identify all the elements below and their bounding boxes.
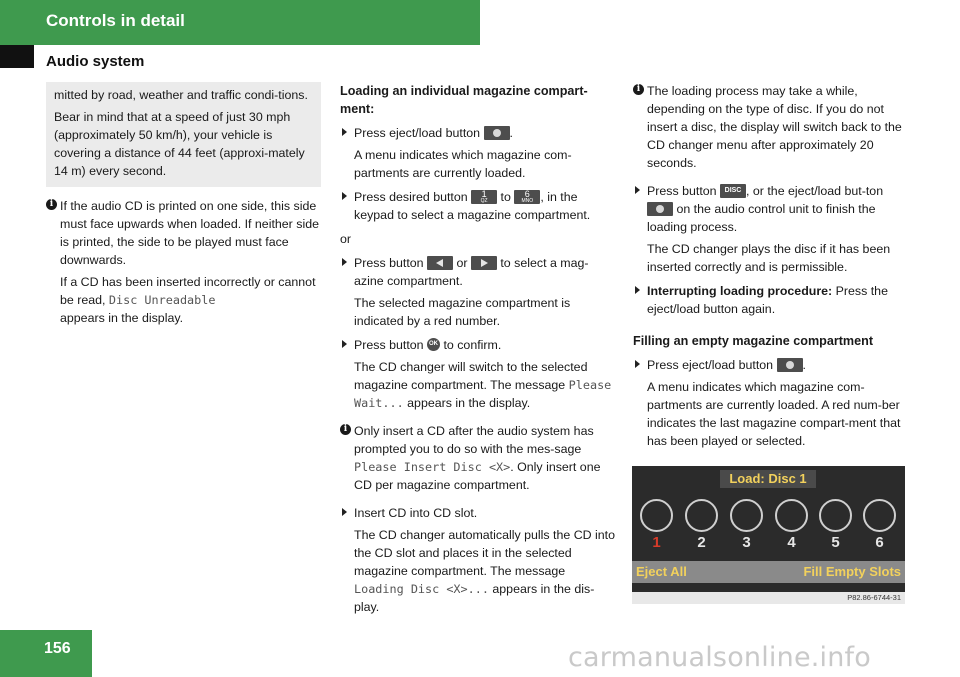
step-arrow-icon: [635, 186, 640, 194]
step-item: Press desired button 1 QZ to 6 MNO , in the keypad to select a magazine compartment.: [340, 188, 615, 224]
slot-number: 4: [787, 534, 796, 551]
eject-button-icon: [777, 358, 803, 372]
or-text: or: [340, 232, 352, 246]
step-item: Press eject/load button . A menu indicates which magazine com-partments are currently loaded.: [340, 124, 615, 182]
info-icon: i: [46, 199, 57, 210]
note-paragraph: If the audio CD is printed on one side, this side must face upwards when loaded. If neither side is printed, the side to be played must face downwards.: [60, 199, 319, 267]
step-arrow-icon: [342, 128, 347, 136]
right-arrow-button-icon: [471, 256, 497, 270]
magazine-slot: [685, 499, 718, 532]
slot-number-active: 1: [652, 534, 661, 551]
step-detail: A menu indicates which magazine com-partments are currently loaded.: [354, 148, 572, 180]
box-paragraph-2: Bear in mind that at a speed of just 30 mph (approximately 50 km/h), your vehicle is covering a distance of 44 feet (approxi-mately 14 m) every second.: [54, 110, 305, 178]
step-detail: The CD changer plays the disc if it has been inserted correctly and is permissible.: [647, 242, 891, 274]
step-arrow-icon: [342, 192, 347, 200]
figure-code: P82.86-6744-31: [847, 593, 901, 602]
cd-changer-display-image: [632, 466, 905, 604]
step-item: Insert CD into CD slot. The CD changer automatically pulls the CD into the CD slot and places it in the selected magazine compartment. The message Loading Disc <X>... appears in the dis-play.: [340, 504, 615, 616]
step-arrow-icon: [342, 258, 347, 266]
magazine-slot: [819, 499, 852, 532]
step-arrow-icon: [342, 508, 347, 516]
subsection-title: Audio system: [46, 53, 145, 70]
fill-empty-slots-softkey: Fill Empty Slots: [803, 564, 901, 579]
watermark: carmanualsonline.info: [568, 642, 871, 673]
slot-number: 3: [742, 534, 751, 551]
keypad-1-icon: 1 QZ: [471, 190, 497, 204]
magazine-slot: [730, 499, 763, 532]
page-number: 156: [44, 640, 71, 657]
magazine-slot: [640, 499, 673, 532]
keypad-6-icon: 6 MNO: [514, 190, 540, 204]
section-title: Controls in detail: [46, 11, 185, 30]
step-detail: The CD changer automatically pulls the CD into the CD slot and places it in the selected magazine compartment. The message Loading Disc <X>... appears in the dis-play.: [354, 528, 616, 614]
info-icon: i: [340, 424, 351, 435]
step-detail: A menu indicates which magazine com-partments are currently loaded. A red num-ber indicates the last magazine compart-ment that has been played or selected.: [647, 380, 901, 448]
magazine-slot: [863, 499, 896, 532]
step-arrow-icon: [635, 360, 640, 368]
column-3: [633, 82, 908, 450]
column-2: [340, 82, 615, 616]
display-title: Load: Disc 1: [720, 470, 816, 488]
step-detail: The CD changer will switch to the selected magazine compartment. The message Please Wait... appears in the display.: [354, 360, 612, 410]
header-tab-marker: [0, 45, 34, 68]
continued-note-box: [46, 82, 321, 187]
step-detail: The selected magazine compartment is indicated by a red number.: [354, 296, 571, 328]
eject-button-icon: [484, 126, 510, 140]
eject-all-softkey: Eject All: [636, 564, 687, 579]
slot-number: 6: [875, 534, 884, 551]
section-heading: Loading an individual magazine compart-ment:: [340, 84, 588, 116]
note-paragraph: If a CD has been inserted incorrectly or cannot be read, Disc Unreadable appears in the display.: [60, 275, 316, 325]
ok-button-icon: OK: [427, 338, 440, 351]
disc-button-icon: DISC: [720, 184, 746, 198]
step-item: Press button OK to confirm. The CD changer will switch to the selected magazine compartment. The message Please Wait... appears in the display.: [340, 336, 615, 412]
step-arrow-icon: [635, 286, 640, 294]
info-note: [46, 197, 321, 327]
magazine-slot: [775, 499, 808, 532]
step-arrow-icon: [342, 340, 347, 348]
info-note: i The loading process may take a while, depending on the type of disc. If you do not insert a disc, the display will switch back to the CD changer menu after approximately 20 seconds.: [633, 82, 908, 172]
info-note: i Only insert a CD after the audio system has prompted you to do so with the mes-sage Please Insert Disc <X>. Only insert one CD per magazine compartment.: [340, 422, 615, 494]
left-arrow-button-icon: [427, 256, 453, 270]
column-1: [46, 82, 321, 327]
info-icon: i: [633, 84, 644, 95]
display-message: Disc Unreadable: [108, 293, 216, 307]
box-paragraph-1: mitted by road, weather and traffic condi-tions.: [54, 88, 308, 102]
slot-number: 2: [697, 534, 706, 551]
step-item: Press button DISC , or the eject/load but-ton on the audio control unit to finish the loading process. The CD changer plays the disc if it has been inserted correctly and is permissible.: [633, 182, 908, 276]
step-item: Press eject/load button . A menu indicates which magazine com-partments are currently loaded. A red num-ber indicates the last magazine compart-ment that has been played or selected.: [633, 356, 908, 450]
step-item: Press button or to select a mag-azine compartment. The selected magazine compartment is indicated by a red number.: [340, 254, 615, 330]
eject-button-icon: [647, 202, 673, 216]
step-item: Interrupting loading procedure: Press the eject/load button again.: [633, 282, 908, 318]
slot-number: 5: [831, 534, 840, 551]
section-heading: Filling an empty magazine compartment: [633, 334, 874, 348]
display-screen: [632, 466, 905, 592]
